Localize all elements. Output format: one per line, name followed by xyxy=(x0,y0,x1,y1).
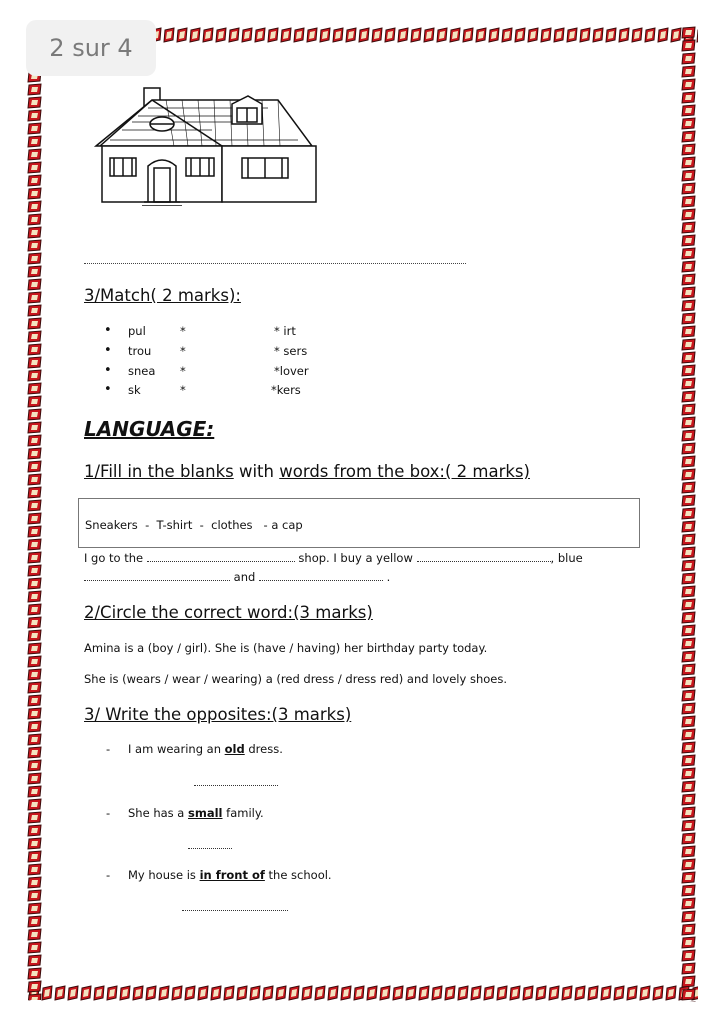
answer-blank[interactable] xyxy=(188,840,232,849)
bullet-icon: • xyxy=(104,363,112,378)
blank-2[interactable] xyxy=(417,552,551,562)
match-row xyxy=(104,364,334,382)
blank-1[interactable] xyxy=(147,552,295,562)
decorative-border-bottom xyxy=(28,984,698,1002)
fill-text: , blue xyxy=(550,551,583,565)
opposite-keyword: small xyxy=(188,806,223,820)
opposite-item xyxy=(128,868,332,882)
blank-3[interactable] xyxy=(84,571,230,581)
answer-dotted-line xyxy=(84,257,466,264)
match-row xyxy=(104,324,334,342)
bullet-icon: • xyxy=(104,382,112,397)
house-illustration xyxy=(92,82,322,206)
opposite-text: dress. xyxy=(244,742,283,756)
match-row xyxy=(104,344,334,362)
dash-marker: - xyxy=(106,806,111,820)
dash-marker: - xyxy=(106,868,111,882)
match-left-part: pul xyxy=(128,324,146,338)
match-right-part: * irt xyxy=(274,324,296,338)
decorative-border-right xyxy=(680,26,698,1002)
opposite-keyword: old xyxy=(224,742,245,756)
opposite-text: the school. xyxy=(264,868,332,882)
circle-sentence-2: She is (wears / wear / wearing) a (red dress / dress red) and lovely shoes. xyxy=(84,672,507,686)
opposite-item xyxy=(128,742,283,756)
match-left-part: snea xyxy=(128,364,156,378)
match-right-part: *kers xyxy=(271,383,301,397)
fill-text: shop. I buy a yellow xyxy=(294,551,417,565)
answer-blank[interactable] xyxy=(194,777,278,786)
match-right-part: * sers xyxy=(274,344,308,358)
fill-text: I go to the xyxy=(84,551,147,565)
circle-section-title: 2/Circle the correct word:(3 marks) xyxy=(84,603,373,622)
opposite-text: family. xyxy=(222,806,264,820)
circle-sentence-1: Amina is a (boy / girl). She is (have / having) her birthday party today. xyxy=(84,641,488,655)
opposite-item xyxy=(128,806,264,820)
blank-4[interactable] xyxy=(259,571,383,581)
opposites-section-title: 3/ Write the opposites:(3 marks) xyxy=(84,705,352,724)
fill-title-part-a: 1/Fill in the blanks xyxy=(84,462,234,481)
dash-marker: - xyxy=(106,742,111,756)
fill-title-part-b: with xyxy=(233,462,280,481)
fill-title-part-c: words from the box:( 2 marks) xyxy=(279,462,530,481)
opposite-text: I am wearing an xyxy=(128,742,225,756)
language-section-title: LANGUAGE: xyxy=(84,417,215,441)
bullet-icon: • xyxy=(104,343,112,358)
match-left-star: * xyxy=(180,383,186,397)
match-left-part: sk xyxy=(128,383,141,397)
answer-blank[interactable] xyxy=(182,902,288,911)
match-left-star: * xyxy=(180,344,186,358)
fill-section-title xyxy=(84,462,530,481)
page-indicator-badge: 2 sur 4 xyxy=(26,20,156,76)
match-row xyxy=(104,383,334,401)
match-left-star: * xyxy=(180,364,186,378)
fill-text: . xyxy=(382,570,391,584)
match-section-title: 3/Match( 2 marks): xyxy=(84,286,241,305)
fill-text: and xyxy=(230,570,259,584)
opposite-text: My house is xyxy=(128,868,200,882)
match-left-star: * xyxy=(180,324,186,338)
opposite-text: She has a xyxy=(128,806,189,820)
opposite-keyword: in front of xyxy=(199,868,265,882)
word-box xyxy=(78,498,640,548)
fill-sentence-line-1 xyxy=(84,551,583,565)
word-box-words: Sneakers - T-shirt - clothes - a cap xyxy=(85,518,303,532)
decorative-border-top xyxy=(150,26,698,44)
decorative-border-left xyxy=(26,70,44,1000)
bullet-icon: • xyxy=(104,323,112,338)
fill-sentence-line-2 xyxy=(84,570,390,584)
match-left-part: trou xyxy=(128,344,152,358)
match-right-part: *lover xyxy=(274,364,309,378)
